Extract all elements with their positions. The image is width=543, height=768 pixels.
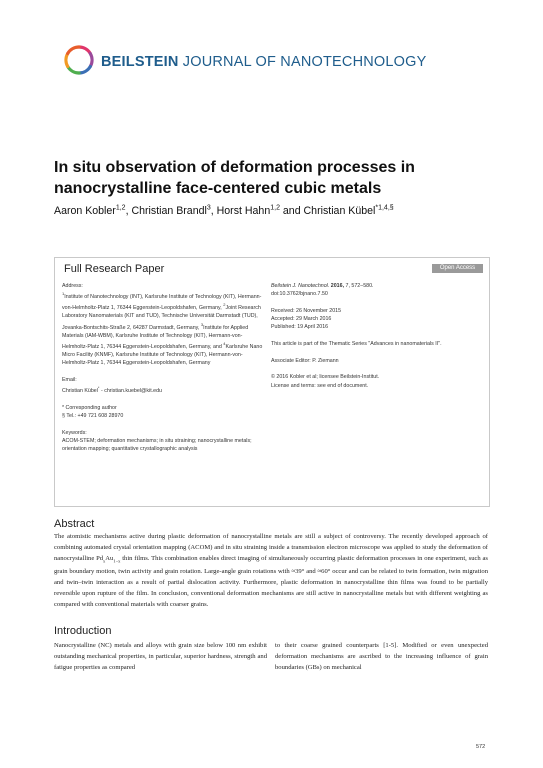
keywords: ACOM-STEM; deformation mechanisms; in situ straining; nanocrystalline metals; orientation mapping; quantitative crystallographic analysis bbox=[62, 437, 252, 453]
citation: Beilstein J. Nanotechnol. 2016, 7, 572–580. bbox=[271, 283, 374, 289]
email: Christian Kübel* - christian.kuebel@kit.edu bbox=[62, 385, 162, 395]
address-label: Address: bbox=[62, 283, 83, 289]
email-link[interactable]: - christian.kuebel@kit.edu bbox=[99, 388, 162, 395]
author-list bbox=[54, 204, 494, 217]
published-date: Published: 19 April 2016 bbox=[271, 324, 329, 331]
affiliations-column bbox=[62, 282, 267, 453]
open-access-badge: Open Access bbox=[432, 264, 483, 273]
page-number: 572 bbox=[476, 744, 486, 750]
publication-info-column bbox=[271, 282, 483, 390]
thematic-series: This article is part of the Thematic Series "Advances in nanomaterials II". bbox=[271, 341, 442, 348]
introduction-left-column: Nanocrystalline (NC) metals and alloys with grain size below 100 nm exhibit outstanding mechanical properties, in particular, superior hardness, strength and fatigue properties as compared bbox=[54, 642, 267, 671]
introduction-heading: Introduction bbox=[54, 625, 112, 637]
abstract-text: The atomistic mechanisms active during plastic deformation of nanocrystalline metals are still a subject of controversy. The recently developed approach of combining automated crystal orientation mapping (ACOM) and in situ straining inside a transmission electron microscope was applied to study the deformation of nanocrystalline $Pd_xAu_{1-x}$ thin films. This combination enables direct imaging of simultaneously occurring plastic deformation processes in one experiment, such as grain boundary motion, twin activity and grain rotation. Large-angle grain rotations with ≈39° and ≈60° occur and can be related to twin formation, twin migration and twin–twin interaction as a result of partial dislocation activity. Furthermore, plastic deformation in nanocrystalline thin films was found to be partially reversible upon rupture of the film. In conclusion, conventional deformation mechanisms are still active in nanocrystalline metals but with different weighting as compared with conventional materials with coarser grains. bbox=[54, 533, 488, 608]
author: Aaron Kobler$^{1,2}$, bbox=[54, 204, 132, 217]
article-type: Full Research Paper bbox=[64, 263, 165, 275]
author: Horst Hahn$^{1,2}$ and bbox=[216, 204, 304, 217]
affiliations: $^1$Institute of Nanotechnology (INT), Karlsruhe Institute of Technology (KIT), Hermann-von-Helmholtz-Platz 1, 76344 Eggenstein-Leopoldshafen, Germany, $^2$Joint Research Laboratory Nanomaterials (KIT and TUD), Technische Universität Darmstadt (TUD), Jovanka-Bontschits-Straße 2, 64287 Darmstadt, Germany, $^3$Institute for Applied Materials (IAM-WBM), Karlsruhe Institute of Technology (KIT), Hermann-von-Helmholtz-Platz 1, 76344 Eggenstein-Leopoldshafen, Germany, and $^4$Karlsruhe Nano Micro Facility (KNMF), Karlsruhe Institute of Technology (KIT), Hermann-von-Helmholtz-Platz 1, 76344 Eggenstein-Leopoldshafen, Germany bbox=[62, 291, 263, 367]
copyright: © 2016 Kobler et al; licensee Beilstein-Institut. bbox=[271, 374, 380, 381]
abstract-heading: Abstract bbox=[54, 518, 95, 530]
telephone: § Tel.: +49 721 608 28970 bbox=[62, 412, 124, 419]
introduction-right-column: to their coarse grained counterparts [1-5]. Modified or even unexpected deformation mechanisms are ascribed to the increasing influence of grain boundaries (GBs) on mechanical bbox=[275, 642, 488, 671]
journal-name: BEILSTEIN JOURNAL OF NANOTECHNOLOGY bbox=[101, 54, 427, 70]
email-label: Email: bbox=[62, 377, 77, 384]
doi-link[interactable]: doi:10.3762/bjnano.7.50 bbox=[271, 291, 328, 298]
beilstein-logo-icon bbox=[63, 44, 95, 76]
author: Christian Kübel$^{*1,4,\S}$ bbox=[303, 204, 394, 217]
associate-editor: Associate Editor: P. Ziemann bbox=[271, 357, 339, 364]
keywords-label: Keywords: bbox=[62, 429, 87, 436]
license: License and terms: see end of document. bbox=[271, 382, 369, 389]
accepted-date: Accepted: 29 March 2016 bbox=[271, 316, 332, 323]
author: Christian Brandl$^3$, bbox=[131, 204, 217, 217]
article-title: In situ observation of deformation processes in nanocrystalline face-centered cubic metals bbox=[54, 159, 415, 197]
received-date: Received: 26 November 2015 bbox=[271, 307, 342, 314]
corresponding-note: * Corresponding author bbox=[62, 404, 117, 411]
